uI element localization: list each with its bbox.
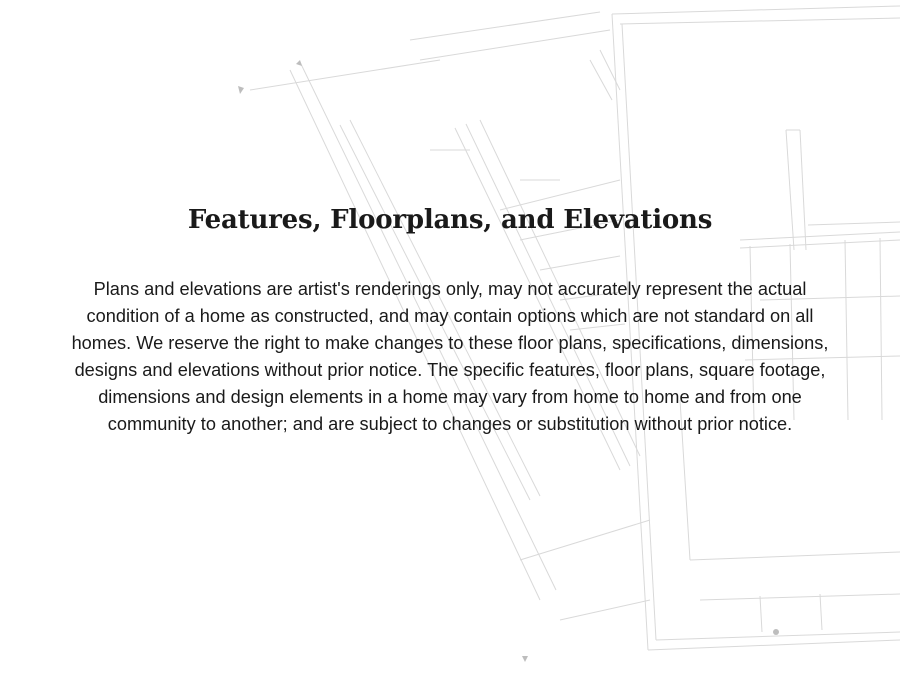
disclaimer-text: Plans and elevations are artist's renderings only, may not accurately represent the actual condition of a home as constructed, and may contain options which are not standard on all homes. We reserve the right to make changes to these floor plans, specifications, dimensions, designs and elevations without prior notice. The specific features, floor plans, square footage, dimensions and design elements in a home may vary from home to home and from one community to another; and are subject to changes or substitution without prior notice.: [71, 279, 829, 434]
page-title: Features, Floorplans, and Elevations: [187, 205, 713, 235]
disclaimer-section: [0, 200, 900, 438]
